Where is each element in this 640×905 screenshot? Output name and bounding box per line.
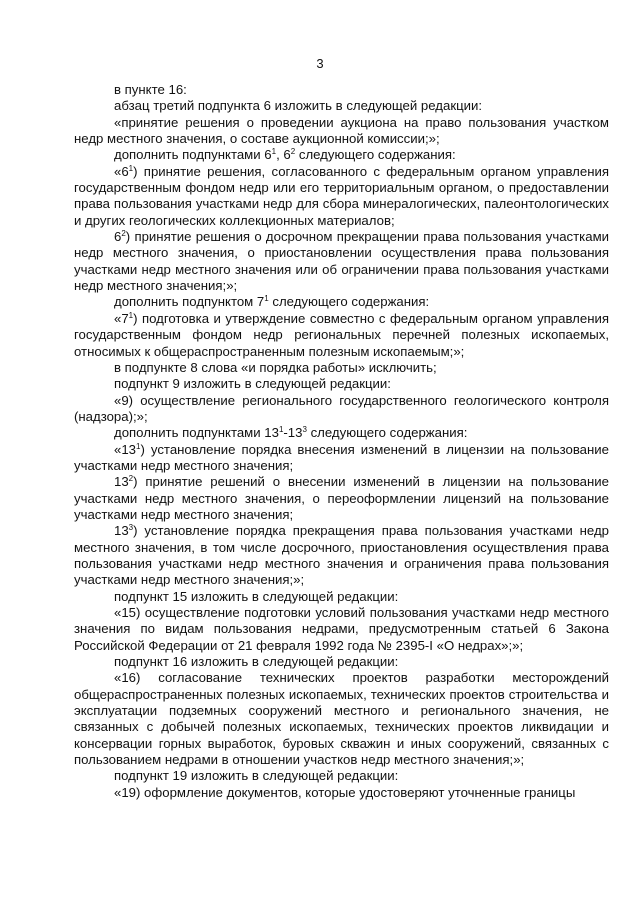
- paragraph: «15) осуществление подготовки условий пользования участками недр местного значения по видам пользования недрами, предусмотренным статьей 6 Закона Российской Федерации от 21 февраля 1992 года № 2395-I «О недрах»;»;: [74, 605, 609, 653]
- paragraph: «принятие решения о проведении аукциона на право пользования участком недр местного значения, о составе аукционной комиссии;»;: [74, 114, 609, 147]
- paragraph: подпункт 16 изложить в следующей редакции:: [114, 654, 399, 670]
- paragraph: «$6^1$) принятие решения, согласованного с федеральным органом управления государственным фондом недр или его территориальным органом, о предоставлении права пользования участками недр для сбора минералогических, палеонтологических и других геологических коллекционных материалов;: [74, 163, 609, 228]
- paragraph: «19) оформление документов, которые удостоверяют уточненные границы: [114, 784, 576, 800]
- page-number: 3: [316, 56, 324, 71]
- paragraph: дополнить подпунктом $7^1$ следующего содержания:: [114, 294, 430, 310]
- paragraph: «$13^1$) установление порядка внесения изменений в лицензии на пользование участками недр местного значения;: [74, 441, 609, 473]
- paragraph: подпункт 19 изложить в следующей редакции:: [114, 768, 399, 784]
- paragraph: $13^2$) принятие решений о внесении изменений в лицензии на пользование участками недр местного значения, о переоформлении лицензий на пользование участками недр местного значения;: [74, 474, 609, 522]
- paragraph: «$7^1$) подготовка и утверждение совместно с федеральным органом управления государственным фондом недр региональных перечней полезных ископаемых, относимых к общераспространенным полезным ископаемым;»;: [74, 310, 609, 359]
- paragraph: подпункт 9 изложить в следующей редакции:: [114, 376, 391, 392]
- paragraph: $13^3$) установление порядка прекращения права пользования участками недр местного значения, в том числе досрочного, приостановления осуществления права пользования участками недр местного значения и ограничения права пользования участками недр местного значения;»;: [74, 523, 609, 588]
- paragraph: подпункт 15 изложить в следующей редакции:: [114, 588, 399, 604]
- paragraph: $6^2$) принятие решения о досрочном прекращении права пользования участками недр местного значения, о приостановлении осуществления права пользования участками недр местного значения или об ограничении права пользования участками недр местного значения;»;: [74, 229, 609, 294]
- paragraph: «16) согласование технических проектов разработки месторождений общераспространенных полезных ископаемых, технических проектов строительства и эксплуатации подземных сооружений местного и регионального значения, не связанных с добычей полезных ископаемых, технических проектов ликвидации и консервации горных выработок, буровых скважин и иных сооружений, связанных с пользованием недрами в отношении участков недр местного значения;»;: [74, 670, 609, 768]
- paragraph: абзац третий подпункта 6 изложить в следующей редакции:: [114, 98, 483, 114]
- paragraph: дополнить подпунктами $6^1$, $6^2$ следующего содержания:: [114, 147, 456, 163]
- paragraph: в пункте 16:: [114, 82, 187, 97]
- paragraph: в подпункте 8 слова «и порядка работы» исключить;: [114, 359, 437, 375]
- document-body: [74, 82, 609, 801]
- paragraph: дополнить подпунктами $13^1-13^3$ следующего содержания:: [114, 425, 468, 441]
- paragraph: «9) осуществление регионального государственного геологического контроля (надзора);»;: [74, 392, 609, 424]
